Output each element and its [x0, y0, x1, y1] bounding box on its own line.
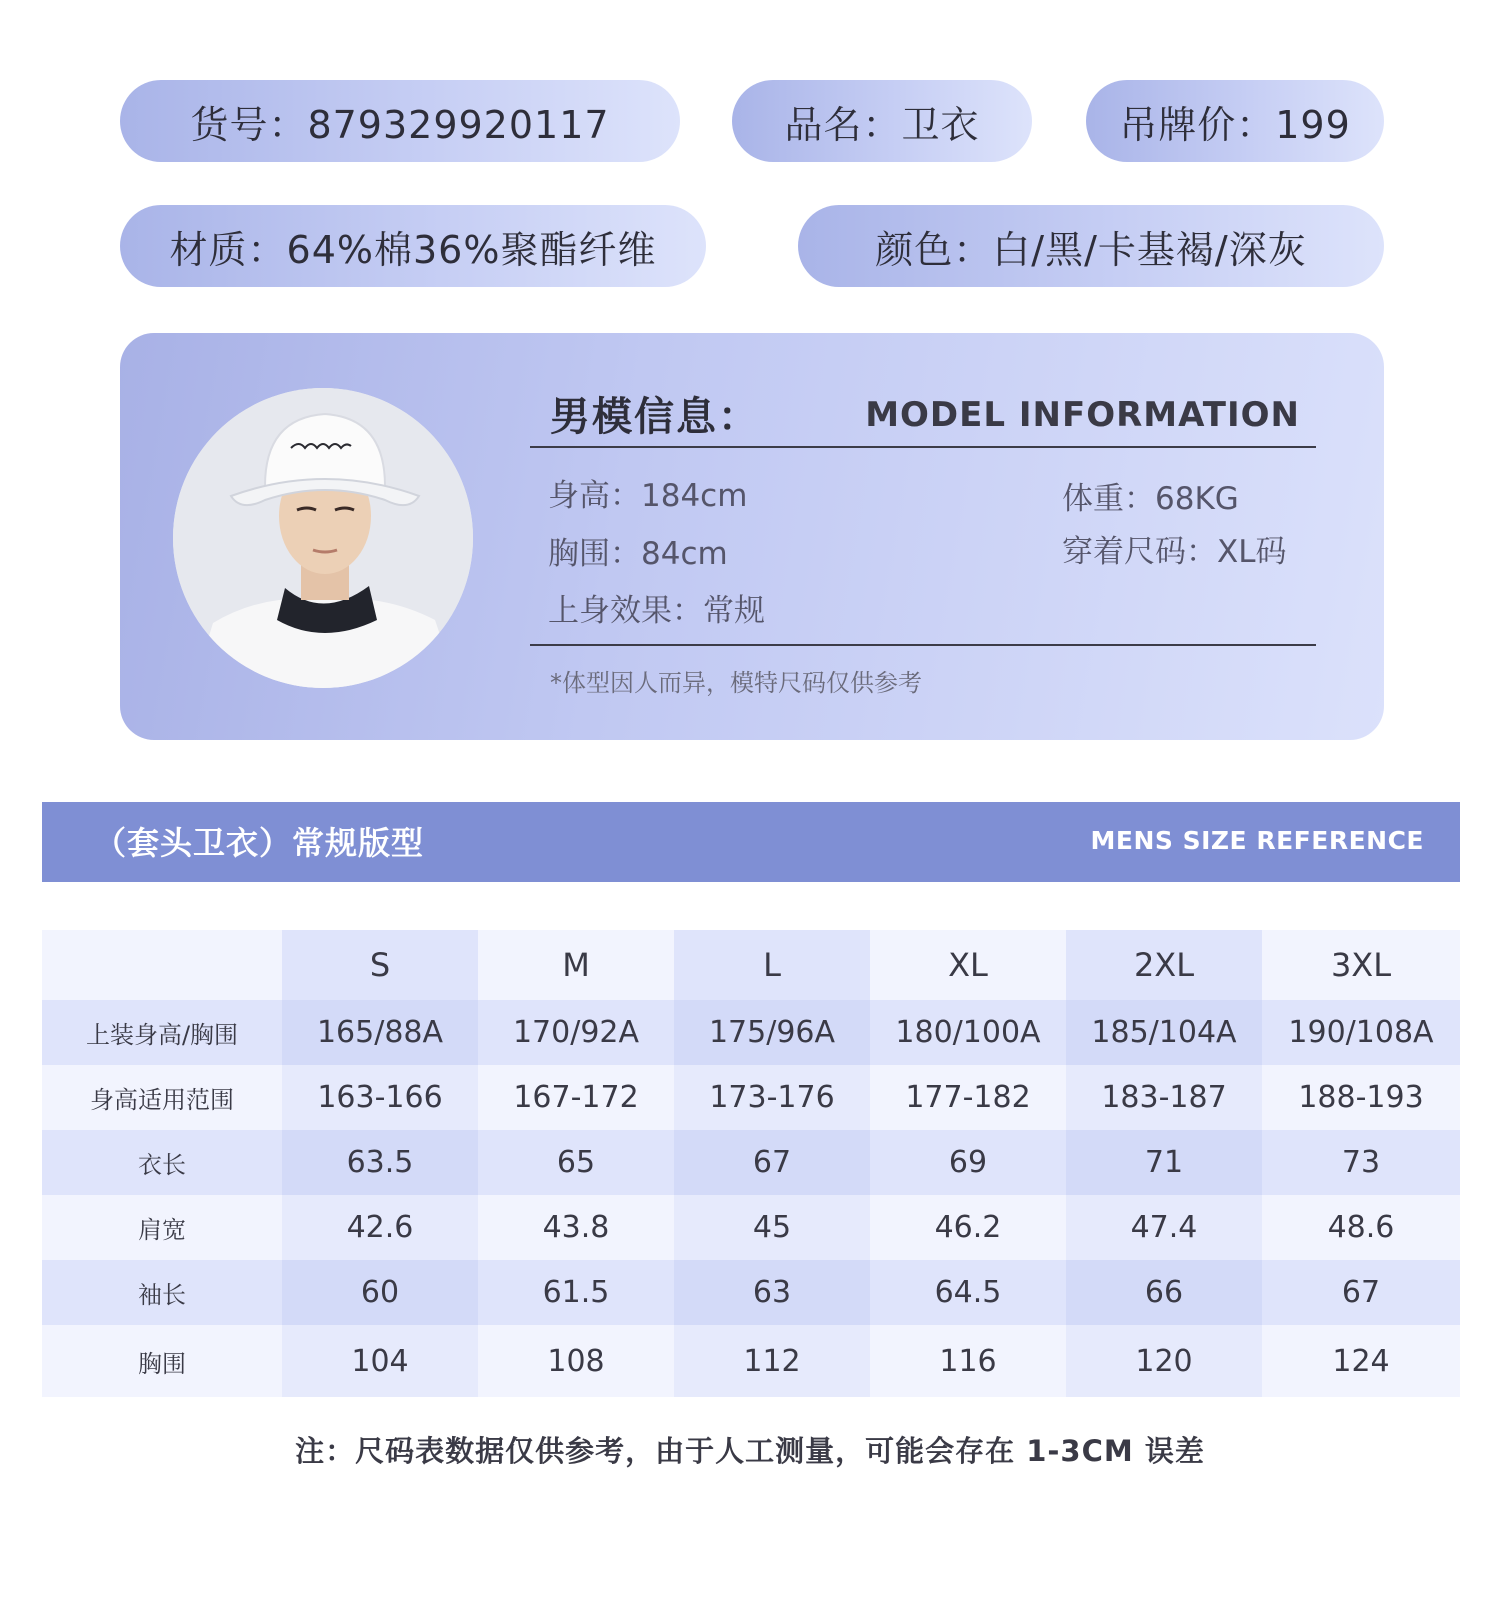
table-row	[42, 1195, 1460, 1260]
table-cell: 46.2	[870, 1195, 1066, 1260]
model-photo	[173, 388, 473, 688]
table-cell: 163-166	[282, 1065, 478, 1130]
divider-bottom	[530, 644, 1316, 646]
table-cell: 63.5	[282, 1130, 478, 1195]
size-table	[42, 930, 1460, 1397]
table-cell: 43.8	[478, 1195, 674, 1260]
header-cell-3xl: 3XL	[1262, 930, 1460, 1000]
table-cell: 65	[478, 1130, 674, 1195]
table-cell: 48.6	[1262, 1195, 1460, 1260]
row-label: 身高适用范围	[42, 1065, 282, 1130]
table-cell: 108	[478, 1325, 674, 1397]
size-chart-banner	[42, 802, 1460, 882]
table-cell: 71	[1066, 1130, 1262, 1195]
tag-price-pill	[1086, 80, 1384, 162]
material-text: 材质：64%棉36%聚酯纤维	[169, 227, 657, 272]
model-photo-illustration	[173, 388, 473, 688]
row-label: 胸围	[42, 1325, 282, 1397]
table-cell: 104	[282, 1325, 478, 1397]
material-pill	[120, 205, 706, 287]
model-fit: 上身效果：常规	[548, 593, 765, 629]
header-cell-blank	[42, 930, 282, 1000]
table-cell: 190/108A	[1262, 1000, 1460, 1065]
table-cell: 112	[674, 1325, 870, 1397]
table-cell: 175/96A	[674, 1000, 870, 1065]
color-pill	[798, 205, 1384, 287]
table-cell: 67	[1262, 1260, 1460, 1325]
table-row	[42, 1130, 1460, 1195]
table-cell: 47.4	[1066, 1195, 1262, 1260]
table-cell: 42.6	[282, 1195, 478, 1260]
table-cell: 67	[674, 1130, 870, 1195]
row-label: 肩宽	[42, 1195, 282, 1260]
table-cell: 64.5	[870, 1260, 1066, 1325]
table-cell: 61.5	[478, 1260, 674, 1325]
sku-text: 货号：879329920117	[190, 102, 610, 147]
model-chest: 胸围：84cm	[548, 536, 728, 572]
model-size-worn: 穿着尺码：XL码	[1062, 534, 1287, 570]
model-info-title-en: MODEL INFORMATION	[865, 395, 1300, 435]
model-disclaimer: *体型因人而异，模特尺码仅供参考	[550, 669, 922, 697]
header-cell-2xl: 2XL	[1066, 930, 1262, 1000]
table-cell: 120	[1066, 1325, 1262, 1397]
sku-pill	[120, 80, 680, 162]
model-height: 身高：184cm	[548, 478, 748, 514]
row-label: 袖长	[42, 1260, 282, 1325]
table-cell: 116	[870, 1325, 1066, 1397]
header-cell-l: L	[674, 930, 870, 1000]
table-cell: 124	[1262, 1325, 1460, 1397]
table-cell: 185/104A	[1066, 1000, 1262, 1065]
header-cell-s: S	[282, 930, 478, 1000]
header-cell-xl: XL	[870, 930, 1066, 1000]
table-cell: 173-176	[674, 1065, 870, 1130]
table-cell: 177-182	[870, 1065, 1066, 1130]
table-cell: 180/100A	[870, 1000, 1066, 1065]
table-row	[42, 1260, 1460, 1325]
table-row	[42, 1325, 1460, 1397]
product-name-text: 品名：卫衣	[784, 102, 980, 147]
model-info-title: 男模信息：	[550, 394, 760, 440]
model-weight: 体重：68KG	[1062, 481, 1239, 517]
size-chart-title: （套头卫衣）常规版型	[94, 824, 425, 862]
table-cell: 63	[674, 1260, 870, 1325]
color-text: 颜色：白/黑/卡基褐/深灰	[875, 227, 1307, 272]
table-cell: 183-187	[1066, 1065, 1262, 1130]
size-chart-title-en: MENS SIZE REFERENCE	[1090, 826, 1424, 855]
table-cell: 60	[282, 1260, 478, 1325]
row-label: 衣长	[42, 1130, 282, 1195]
table-cell: 167-172	[478, 1065, 674, 1130]
table-cell: 66	[1066, 1260, 1262, 1325]
row-label: 上装身高/胸围	[42, 1000, 282, 1065]
table-cell: 188-193	[1262, 1065, 1460, 1130]
size-footnote: 注：尺码表数据仅供参考，由于人工测量，可能会存在 1-3CM 误差	[295, 1434, 1205, 1468]
divider-top	[530, 446, 1316, 448]
table-cell: 170/92A	[478, 1000, 674, 1065]
table-cell: 165/88A	[282, 1000, 478, 1065]
product-name-pill	[732, 80, 1032, 162]
table-cell: 69	[870, 1130, 1066, 1195]
tag-price-text: 吊牌价：199	[1119, 102, 1351, 147]
header-cell-m: M	[478, 930, 674, 1000]
table-row	[42, 1065, 1460, 1130]
table-cell: 73	[1262, 1130, 1460, 1195]
table-cell: 45	[674, 1195, 870, 1260]
table-row	[42, 1000, 1460, 1065]
table-header-row	[42, 930, 1460, 1000]
model-info-card	[120, 333, 1384, 740]
